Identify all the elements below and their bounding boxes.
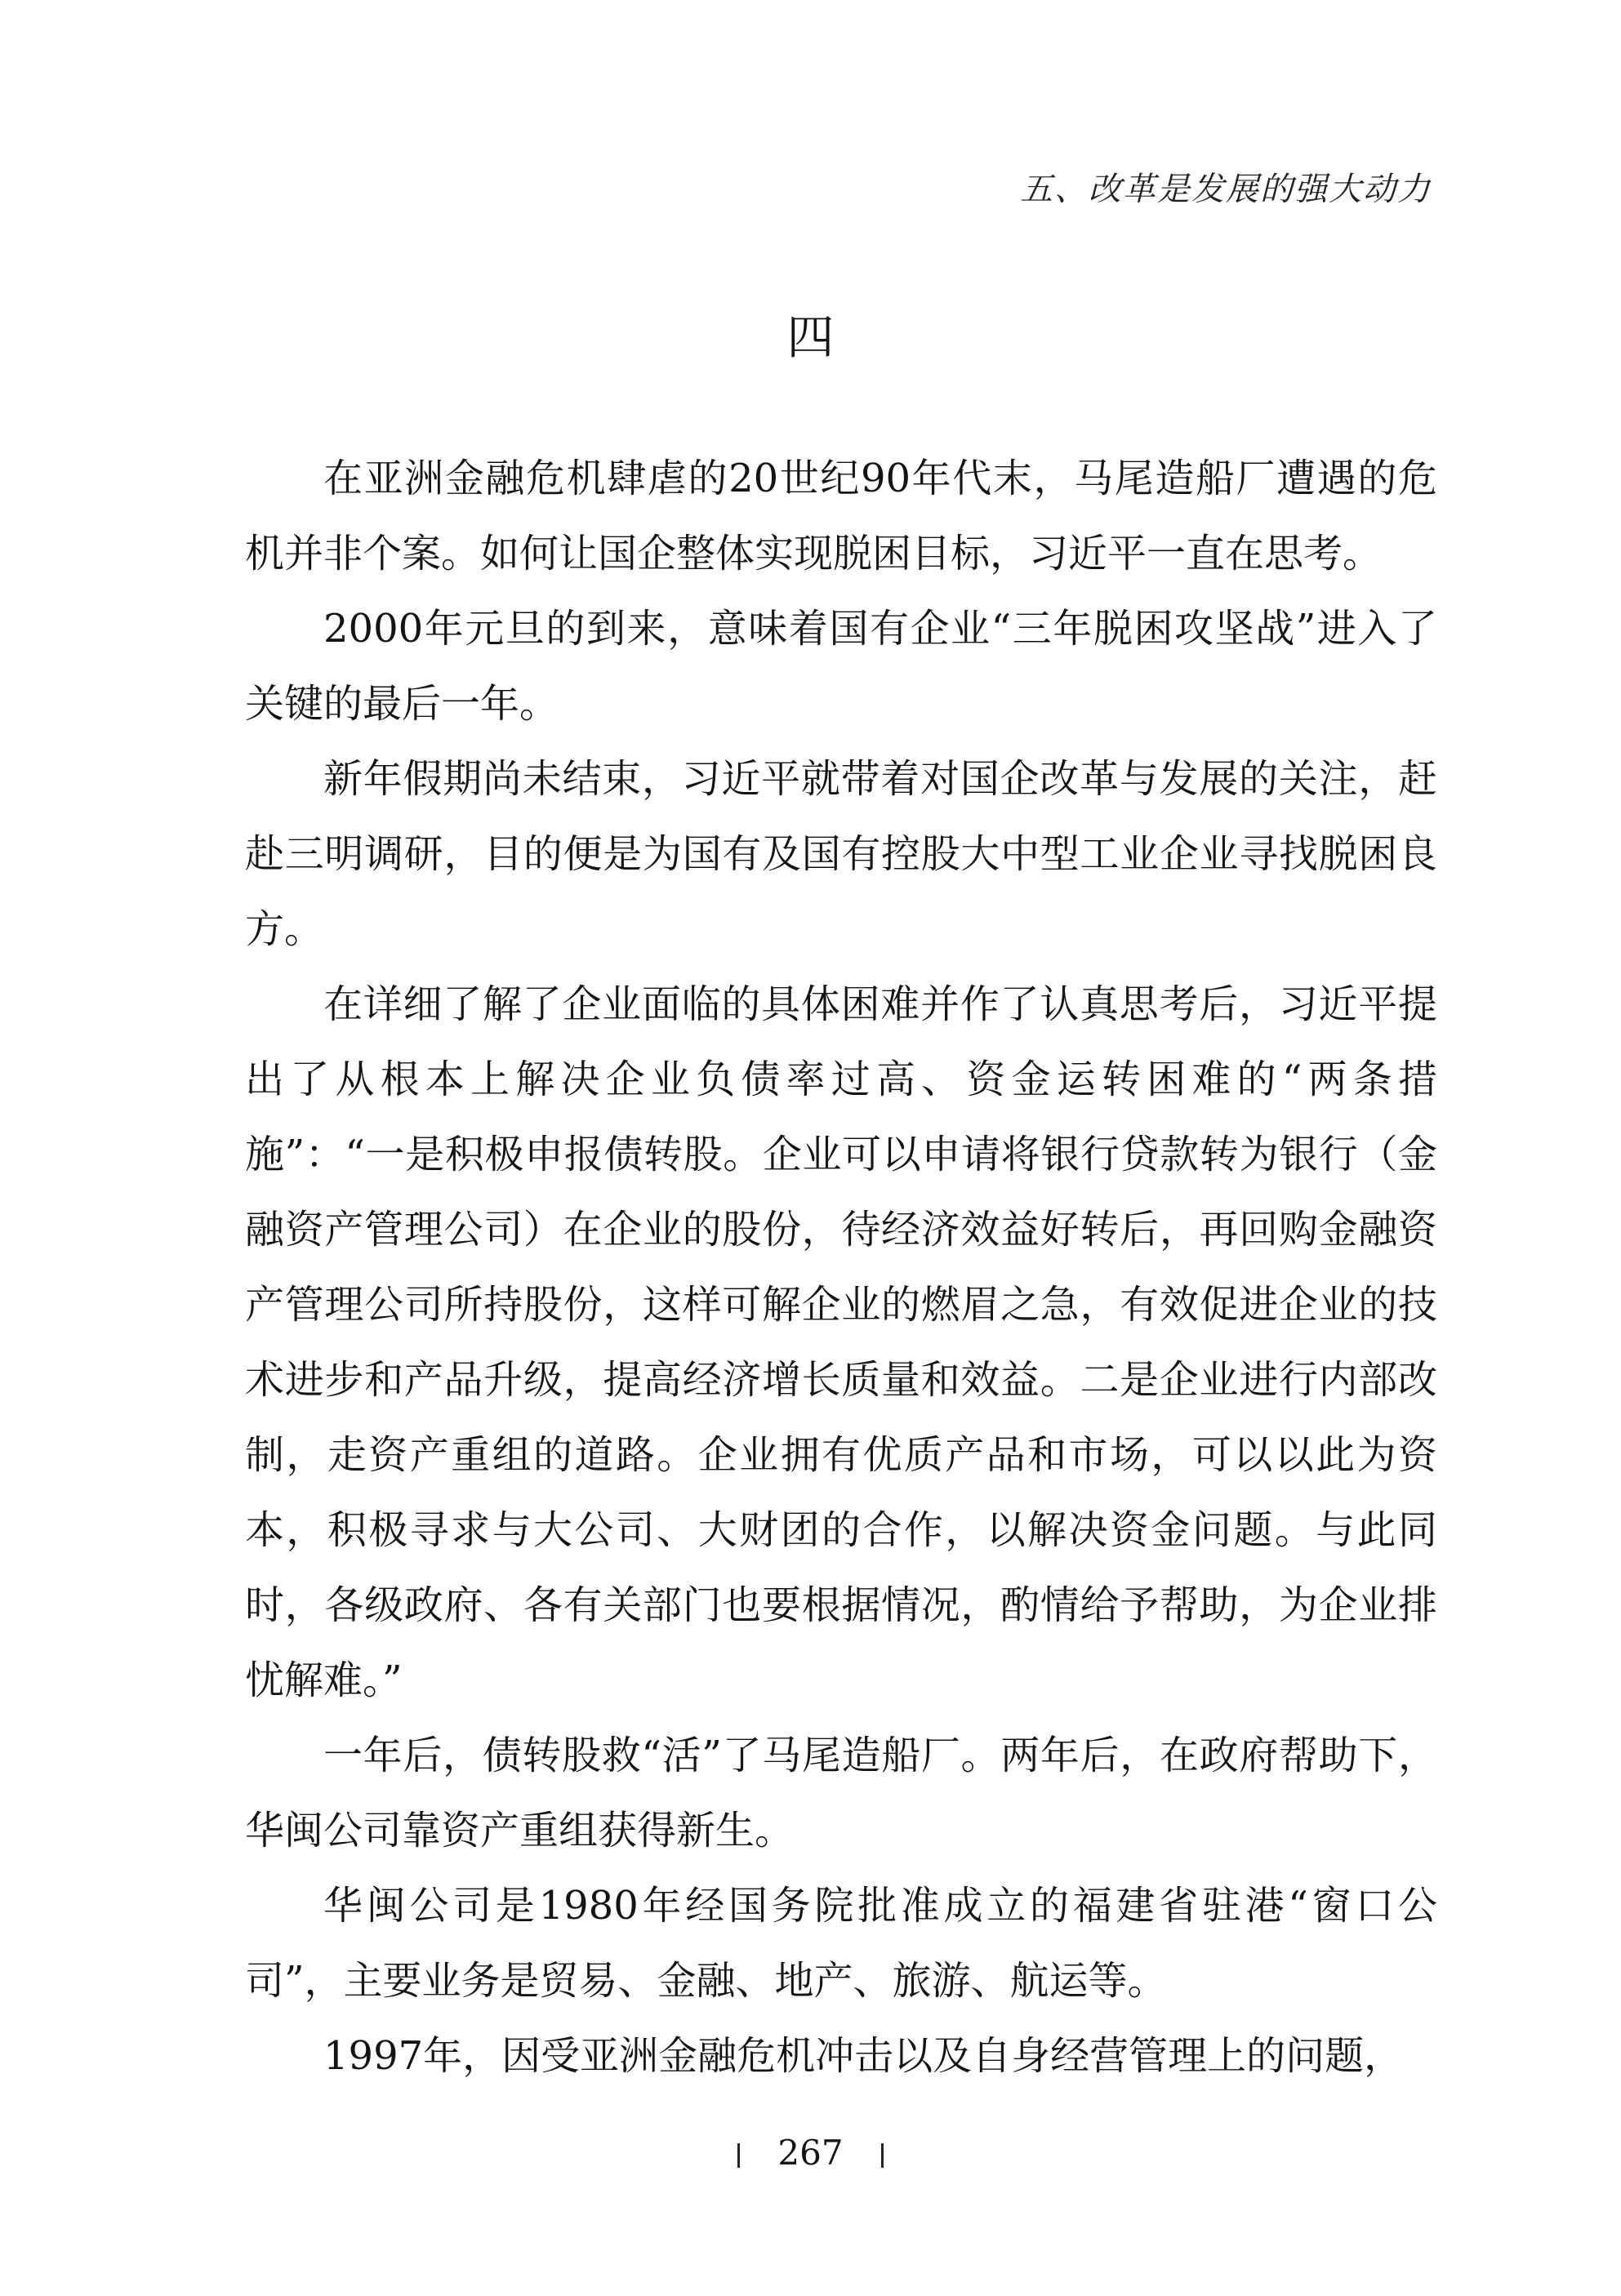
paragraph: 新年假期尚未结束，习近平就带着对国企改革与发展的关注，赶赴三明调研，目的便是为国有及国有控股大中型工业企业寻找脱困良方。 (245, 756, 1437, 952)
section-number: 四 (786, 309, 835, 365)
paragraph: 1997年，因受亚洲金融危机冲击以及自身经营管理上的问题， (323, 2033, 1404, 2079)
page-footer (0, 2133, 1621, 2173)
paragraph: 华闽公司是1980年经国务院批准成立的福建省驻港“窗口公司”，主要业务是贸易、金融、地产、旅游、航运等。 (245, 1883, 1437, 2004)
running-header: 五、改革是发展的强大动力 (1020, 171, 1432, 208)
paragraph: 一年后，债转股救“活”了马尾造船厂。两年后，在政府帮助下，华闽公司靠资产重组获得新生。 (245, 1733, 1437, 1853)
paragraph: 2000年元旦的到来，意味着国有企业“三年脱困攻坚战”进入了关键的最后一年。 (245, 606, 1437, 727)
paragraph: 在亚洲金融危机肆虐的20世纪90年代末，马尾造船厂遭遇的危机并非个案。如何让国企整体实现脱困目标，习近平一直在思考。 (245, 456, 1437, 576)
body-text (245, 441, 1437, 2094)
page-number: 267 (777, 2133, 844, 2173)
paragraph: 在详细了解了企业面临的具体困难并作了认真思考后，习近平提出了从根本上解决企业负债率过高、资金运转困难的“两条措施”：“一是积极申报债转股。企业可以申请将银行贷款转为银行（金融资产管理公司）在企业的股份，待经济效益好转后，再回购金融资产管理公司所持股份，这样可解企业的燃眉之急，有效促进企业的技术进步和产品升级，提高经济增长质量和效益。二是企业进行内部改制，走资产重组的道路。企业拥有优质产品和市场，可以以此为资本，积极寻求与大公司、大财团的合作，以解决资金问题。与此同时，各级政府、各有关部门也要根据情况，酌情给予帮助，为企业排忧解难。” (245, 981, 1437, 1703)
folio-bar-right (881, 2143, 884, 2168)
folio-bar-left (737, 2143, 740, 2168)
